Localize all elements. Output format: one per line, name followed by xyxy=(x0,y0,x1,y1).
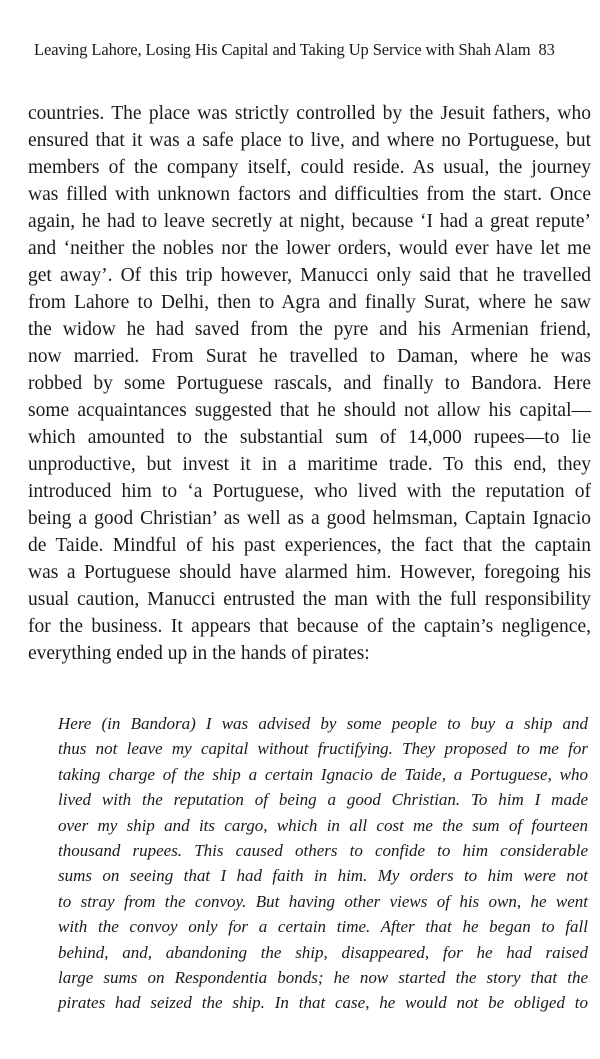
quote-line: pirates had seized the ship. In that case, he would not be obliged to xyxy=(58,993,588,1013)
body-line: countries. The place was strictly controlled by the Jesuit fathers, who xyxy=(28,103,591,124)
body-line: from Lahore to Delhi, then to Agra and finally Surat, where he saw xyxy=(28,292,591,313)
quote-line: large sums on Respondentia bonds; he now started the story that the xyxy=(58,967,588,987)
quote-line: thus not leave my capital without fructifying. They proposed to me for xyxy=(58,739,588,759)
body-line: unproductive, but invest it in a maritime trade. To this end, they xyxy=(28,454,591,475)
body-line: ensured that it was a safe place to live, and where no Portuguese, but xyxy=(28,130,591,151)
quote-line: over my ship and its cargo, which in all cost me the sum of fourteen xyxy=(58,815,588,835)
body-line: was a Portuguese should have alarmed him. However, foregoing his xyxy=(28,562,591,583)
body-text xyxy=(28,100,591,667)
body-line: robbed by some Portuguese rascals, and finally to Bandora. Here xyxy=(28,373,591,394)
body-line: the widow he had saved from the pyre and his Armenian friend, xyxy=(28,319,591,340)
body-line: was filled with unknown factors and difficulties from the start. Once xyxy=(28,184,591,205)
body-line: some acquaintances suggested that he should not allow his capital— xyxy=(28,400,591,421)
quote-line: behind, and, abandoning the ship, disappeared, for he had raised xyxy=(58,942,588,962)
block-quote xyxy=(58,711,588,1016)
chapter-title: Leaving Lahore, Losing His Capital and Taking Up Service with Shah Alam xyxy=(34,40,531,59)
body-line: for the business. It appears that because of the captain’s negligence, xyxy=(28,616,591,637)
quote-line: thousand rupees. This caused others to confide to him considerable xyxy=(58,840,588,860)
body-line: de Taide. Mindful of his past experiences, the fact that the captain xyxy=(28,535,591,556)
page-number: 83 xyxy=(538,40,555,59)
body-line: get away’. Of this trip however, Manucci only said that he travelled xyxy=(28,265,591,286)
quote-line: with the convoy only for a certain time. After that he began to fall xyxy=(58,917,588,937)
quote-line: taking charge of the ship a certain Ignacio de Taide, a Portuguese, who xyxy=(58,764,588,784)
quote-line: sums on seeing that I had faith in him. My orders to him were not xyxy=(58,866,588,886)
body-line: now married. From Surat he travelled to Daman, where he was xyxy=(28,346,591,367)
body-line: again, he had to leave secretly at night, because ‘I had a great repute’ xyxy=(28,211,591,232)
body-line: members of the company itself, could reside. As usual, the journey xyxy=(28,157,591,178)
body-line: and ‘neither the nobles nor the lower orders, would ever have let me xyxy=(28,238,591,259)
body-line: usual caution, Manucci entrusted the man with the full responsibility xyxy=(28,589,591,610)
body-line: introduced him to ‘a Portuguese, who lived with the reputation of xyxy=(28,481,591,502)
body-line: everything ended up in the hands of pirates: xyxy=(28,643,370,664)
quote-line: to stray from the convoy. But having other views of his own, he went xyxy=(58,891,588,911)
body-line: being a good Christian’ as well as a good helmsman, Captain Ignacio xyxy=(28,508,591,529)
quote-line: Here (in Bandora) I was advised by some people to buy a ship and xyxy=(58,714,588,733)
body-line: which amounted to the substantial sum of 14,000 rupees—to lie xyxy=(28,427,591,448)
quote-line: lived with the reputation of being a good Christian. To him I made xyxy=(58,790,588,810)
running-header xyxy=(34,40,594,60)
